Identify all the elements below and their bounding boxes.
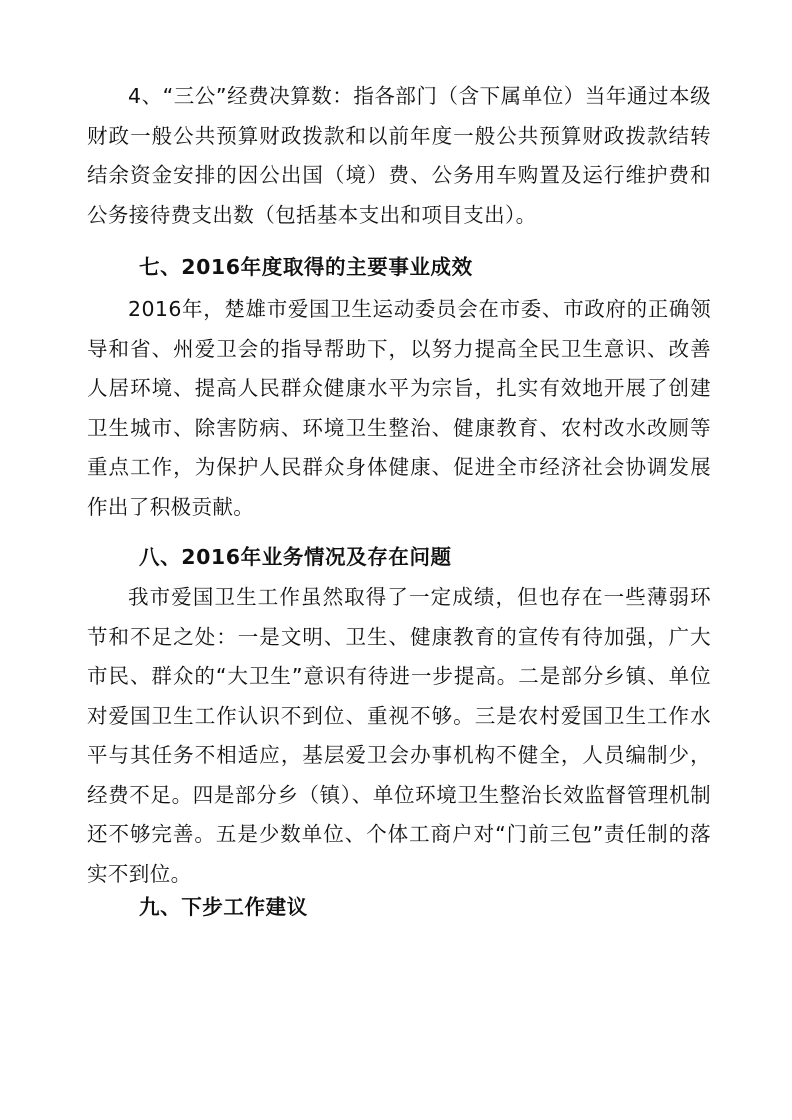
three-public-expenses-definition-paragraph: 4、“三公”经费决算数：指各部门（含下属单位）当年通过本级财政一般公共预算财政拨款和以前年度一般公共预算财政拨款结转结余资金安排的因公出国（境）费、公务用车购置及运行维护费和公务接待费支出数（包括基本支出和项目支出）。 <box>87 84 711 227</box>
section-heading-next-steps: 九、下步工作建议 <box>139 895 308 919</box>
achievements-paragraph: 2016年，楚雄市爱国卫生运动委员会在市委、市政府的正确领导和省、州爱卫会的指导帮助下，以努力提高全民卫生意识、改善人居环境、提高人民群众健康水平为宗旨，扎实有效地开展了创建卫生城市、除害防病、环境卫生整治、健康教育、农村改水改厕等重点工作，为保护人民群众身体健康、促进全市经济社会协调发展作出了积极贡献。 <box>87 297 711 519</box>
section-heading-business-problems: 八、2016年业务情况及存在问题 <box>139 545 452 569</box>
section-heading-achievements: 七、2016年度取得的主要事业成效 <box>139 255 473 279</box>
problems-paragraph: 我市爱国卫生工作虽然取得了一定成绩，但也存在一些薄弱环节和不足之处：一是文明、卫生、健康教育的宣传有待加强，广大市民、群众的“大卫生”意识有待进一步提高。二是部分乡镇、单位对爱国卫生工作认识不到位、重视不够。三是农村爱国卫生工作水平与其任务不相适应，基层爱卫会办事机构不健全，人员编制少，经费不足。四是部分乡（镇）、单位环境卫生整治长效监督管理机制还不够完善。五是少数单位、个体工商户对“门前三包”责任制的落实不到位。 <box>87 585 711 886</box>
